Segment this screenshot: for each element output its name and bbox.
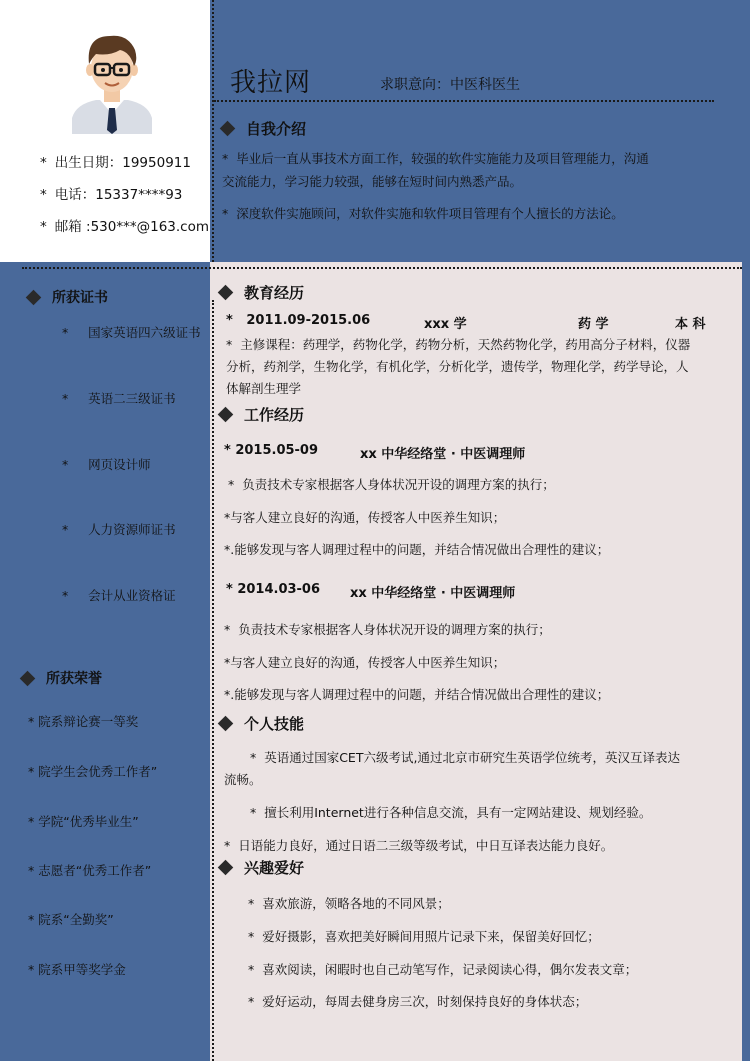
- certificate-item: * 会计从业资格证: [62, 588, 176, 603]
- self-intro-p1b: 交流能力，学习能力较强，能够在短时间内熟悉产品。: [222, 174, 523, 189]
- diamond-icon: [26, 289, 42, 305]
- vertical-divider: [212, 0, 214, 262]
- skill-item: * 日语能力良好，通过日语二三级等级考试，中日互译表达能力良好。: [224, 838, 614, 853]
- self-intro-p1: * 毕业后一直从事技术方面工作，较强的软件实施能力及项目管理能力，沟通: [222, 151, 649, 166]
- honor-item: * 学院“优秀毕业生”: [28, 814, 139, 829]
- certificate-item: * 网页设计师: [62, 457, 151, 472]
- job-duty: *与客人建立良好的沟通，传授客人中医养生知识；: [224, 510, 506, 525]
- hobby-item: * 爱好运动，每周去健身房三次，时刻保持良好的身体状态；: [248, 994, 588, 1009]
- work-title: 工作经历: [220, 404, 304, 425]
- hobby-item: * 喜欢旅游，领略各地的不同风景；: [248, 896, 450, 911]
- skill-item-cont: 流畅。: [224, 772, 262, 787]
- hobby-item: * 爱好摄影，喜欢把美好瞬间用照片记录下来，保留美好回忆；: [248, 929, 600, 944]
- job-date: * 2015.05-09: [224, 443, 319, 458]
- diamond-icon: [218, 716, 234, 732]
- right-edge-strip: [742, 262, 750, 1061]
- diamond-icon: [220, 121, 236, 137]
- header-divider: [214, 100, 714, 102]
- diamond-icon: [218, 860, 234, 876]
- self-intro-title: 自我介绍: [222, 118, 306, 139]
- email: * 邮箱 :530***@163.com: [40, 219, 209, 235]
- certificate-item: * 国家英语四六级证书: [62, 325, 201, 340]
- skill-item: * 擅长利用Internet进行各种信息交流，具有一定网站建设、规划经验。: [250, 805, 652, 820]
- education-degree: 本 科: [675, 317, 706, 332]
- skill-item: * 英语通过国家CET六级考试,通过北京市研究生英语学位统考，英汉互译表达: [250, 750, 680, 765]
- honor-item: * 院系“全勤奖”: [28, 912, 114, 927]
- job-intent: 求职意向：中医科医生: [380, 77, 520, 93]
- diamond-icon: [218, 407, 234, 423]
- band-divider: [22, 267, 742, 269]
- certificates-title: 所获证书: [28, 287, 108, 307]
- honors-title: 所获荣誉: [22, 668, 102, 688]
- skills-title: 个人技能: [220, 713, 304, 734]
- job-duty: *.能够发现与客人调理过程中的问题，并结合情况做出合理性的建议；: [224, 687, 610, 702]
- honor-item: * 院系辩论赛一等奖: [28, 714, 139, 729]
- education-title: 教育经历: [220, 282, 304, 303]
- hobbies-title: 兴趣爱好: [220, 857, 304, 878]
- candidate-name: 我拉网: [230, 68, 312, 98]
- certificate-item: * 英语二三级证书: [62, 391, 176, 406]
- education-courses-1: * 主修课程：药理学，药物化学，药物分析，天然药物化学，药用高分子材料，仪器: [226, 337, 691, 352]
- vertical-divider-lower: [212, 300, 214, 1061]
- education-courses-3: 体解剖生理学: [226, 381, 302, 396]
- education-school: xxx 学: [424, 317, 467, 332]
- job-duty: * 负责技术专家根据客人身体状况开设的调理方案的执行；: [224, 622, 551, 637]
- hobby-item: * 喜欢阅读，闲暇时也自己动笔写作，记录阅读心得，偶尔发表文章；: [248, 962, 638, 977]
- honor-item: * 院学生会优秀工作者”: [28, 764, 158, 779]
- job-company: xx 中华经络堂 · 中医调理师: [360, 447, 526, 462]
- phone: * 电话：15337****93: [40, 187, 183, 203]
- job-date: * 2014.03-06: [226, 582, 321, 597]
- honor-item: * 志愿者“优秀工作者”: [28, 863, 152, 878]
- diamond-icon: [218, 285, 234, 301]
- education-major: 药 学: [578, 317, 609, 332]
- job-duty: * 负责技术专家根据客人身体状况开设的调理方案的执行；: [228, 477, 555, 492]
- education-date: * 2011.09-2015.06: [226, 313, 371, 328]
- certificate-item: * 人力资源师证书: [62, 522, 176, 537]
- job-duty: *.能够发现与客人调理过程中的问题，并结合情况做出合理性的建议；: [224, 542, 610, 557]
- diamond-icon: [20, 670, 36, 686]
- education-courses-2: 分析，药剂学，生物化学，有机化学，分析化学，遗传学，物理化学，药学导论，人: [226, 359, 689, 374]
- job-duty: *与客人建立良好的沟通，传授客人中医养生知识；: [224, 655, 506, 670]
- avatar: [70, 30, 154, 134]
- job-company: xx 中华经络堂 · 中医调理师: [350, 586, 516, 601]
- honor-item: * 院系甲等奖学金: [28, 962, 126, 977]
- self-intro-p2: * 深度软件实施顾问，对软件实施和软件项目管理有个人擅长的方法论。: [222, 206, 624, 221]
- birth-date: * 出生日期：19950911: [40, 155, 191, 171]
